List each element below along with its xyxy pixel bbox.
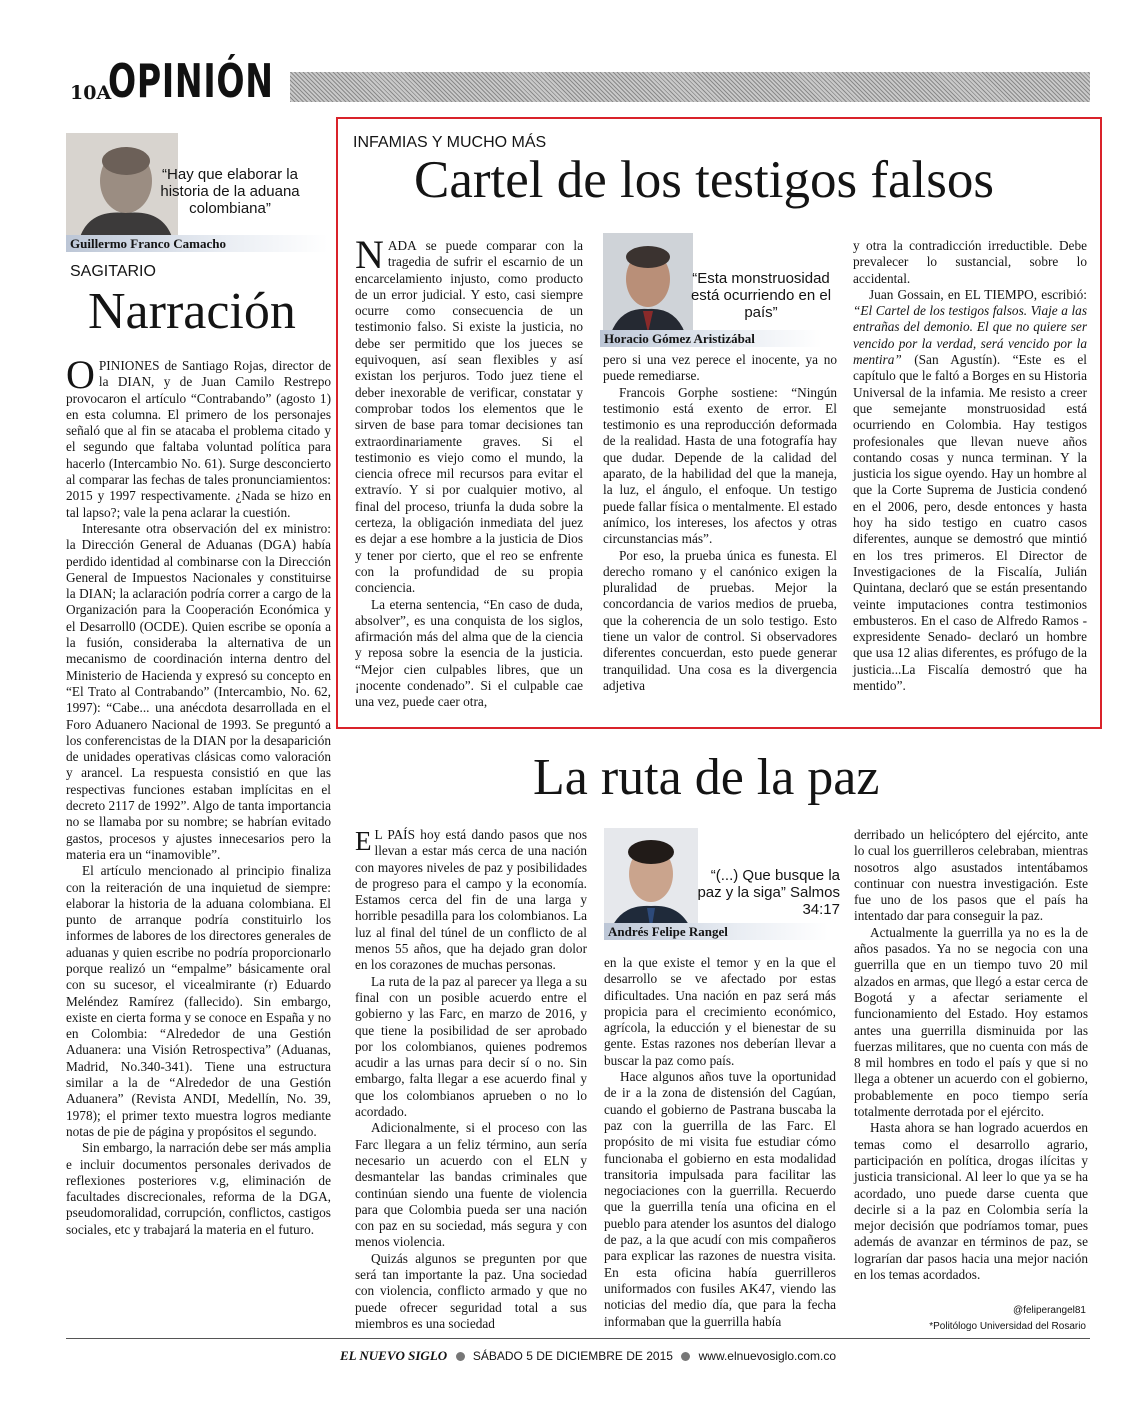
article-title-paz: La ruta de la paz: [533, 749, 880, 806]
author-bio: *Politólogo Universidad del Rosario: [929, 1321, 1086, 1332]
author-handle: @feliperangel81: [1013, 1305, 1086, 1316]
header-pattern-bar: [290, 72, 1090, 102]
article-title-cartel: Cartel de los testigos falsos: [414, 151, 994, 209]
author-photo-rangel: [604, 828, 698, 932]
pull-quote-rangel: “(...) Que busque la paz y la siga” Salmos 34:17: [697, 867, 840, 918]
footer-url[interactable]: www.elnuevosiglo.com.co: [698, 1349, 837, 1363]
narracion-body: OPINIONES de Santiago Rojas, director de la DIAN, y de Juan Camilo Restrepo provocaron el artículo “Contrabando” (agosto 1) en esta columna. El primero de los personajes señaló que al fin se atacaba el problema citado y el segundo que faltaba voluntad política para hacerlo (Intercambio No. 61). Surge desconcierto al comparar las fechas de tales pronunciamientos: 2015 y 1997 respectivamente. ¿Nada se hizo en tal lapso?; vale la pena aclarar la cuestión. Interesante otra observación del ex ministro: la Dirección General de Aduanas (DGA) había perdido identidad al combinarse con la Dirección General de Impuestos Nacionales y constituirse la DIAN; la aclaración podría correr a cargo de la Organización para la Cooperación Económica y el Desarroll0 (OCDE). Quien escribe se oponía a la fusión, consideraba la alternativa de un mecanismo de coordinación interna dentro del Ministerio de Hacienda y expresó su concepto en “El Trato al Contrabando” (Intercambio, No. 62, 1997): “Cabe... una anécdota desarrollada en el Foro Aduanero Nacional de 1993. Se preguntó a los conferencistas de la DIAN por la desaparición de unidades operativas clásicas como valoración y arancel. La respuesta consistió en que las respectivas funciones estaban implícitas en el decreto 2117 de 1992”. Algo de tanta importancia no se llamaba por su nombre; se habrían evitado gastos, procesos y ajustes innecesarios pero la materia era un “inamovible”. El artículo mencionado al principio finaliza con la reiteración de una inquietud de siempre: elaborar la historia de la aduana colombiana. El punto de arranque podría constituirlo los informes de labores de los directores generales de aduanas y quien escribe no podría proporcionarlo porque realizó un “empalme” básicamente oral con su sucesor, el vicealmirante (r) Eduardo Meléndez Ramírez (fallecido). Sin embargo, existe en cierta forma y se conoce en España y no en Colombia: “Alrededor de una Gestión Aduanera: una Visión Retrospectiva” (Aduanas, Madrid, No.340-341). Tiene una estructura similar a la de “Alrededor de una Gestión Aduanera” (Revista ANDI, Medellín, No. 39, 1978); el primer texto muestra logros mediante notas de pie de página y propósitos el segundo. Sin embargo, la narración debe ser más amplia e incluir documentos personales derivados de reflexiones posteriores v.g, eliminación de facultades discrecionales, reforma de la DGA, pseudomoralidad, corrupción, conflictos, castigos sociales, etc y trabajará la materia en el futuro.: [66, 352, 331, 1237]
footer-date: SÁBADO 5 DE DICIEMBRE DE 2015: [472, 1349, 673, 1363]
footer-dot-icon: [681, 1352, 690, 1361]
article-kicker: INFAMIAS Y MUCHO MÁS: [353, 134, 547, 151]
paz-col2: en la que existe el temor y en la que el desarrollo se ve afectado por estas dificultades. Una nación en paz será más propicia para el crecimiento económico, agrícola, la educción y el bienestar de su gente. Estas razones nos deberían llevar a buscar la paz como país. Hace algunos años tuve la oportunidad de ir a la zona de distensión del Cagúan, cuando el gobierno de Pastrana buscaba la paz con la guerrilla de las Farc. El propósito de mi visita fue estudiar cómo funcionaba el gobierno en esta modalidad transitoria impulsada para facilitar las negociaciones con la guerrilla. Recuerdo que la guerrilla tenía una oficina en el pueblo para atender los asuntos del dialogo de paz, a la que acudí con mis compañeros para explicar las razones de nuestra visita. En esta oficina había guerrilleros uniformados con fusiles AK47, viendo las noticias del medio día, que para la fecha informaban que la guerrilla había: [604, 955, 836, 1329]
footer-rule: [66, 1338, 1090, 1339]
author-name-franco: Guillermo Franco Camacho: [66, 235, 328, 252]
cartel-col1: NADA se puede comparar con la tragedia de sufrir el escarnio de un encarcelamiento injusto, como producto de un error judicial. Y esto, casi siempre ocurre como consecuencia de un testimonio falso. Si existe la justicia, no debe ser permitido que los jueces se equivoquen, así sean flexibles y así existan los perjuros. Todo juez tiene el deber inexorable de verificar, constatar y comprobar todos los elementos que le sirven de base para tomar decisiones tan extraordinariamente graves. Si el testimonio es viejo como el mundo, la ciencia ofrece mil recursos para evitar el extravío. Y si por cualquier motivo, al final del proceso, triunfa la duda sobre la certeza, la obligación inmediata del juez es dejar a ese hombre a la justicia de Dios y tener por cierto, que el reo se enfrente con la profundidad de su propia conciencia. La eterna sentencia, “En caso de duda, absolver”, es una conquista de los siglos, afirmación más del alma que de la ciencia y reposa sobre la esencia de la justicia. “Mejor cien culpables libres, que un ¡nocente condenado”. Si el culpable cae una vez, puede caer otra,: [355, 232, 583, 710]
footer-brand: EL NUEVO SIGLO: [340, 1348, 448, 1363]
footer-dot-icon: [456, 1352, 465, 1361]
cartel-col3: y otra la contradicción irreductible. Debe prevalecer lo sustancial, sobre lo accidental. Juan Gossain, en EL TIEMPO, escribió: “El Cartel de los testigos falsos. Viaje a las entrañas del demonio. El que no quiere ser vencido por la verdad, será vencido por la mentira” (San Agustín). “Este es el capítulo que le faltó a Borges en su Historia Universal de la infamia. Me resisto a creer que semejante monstruosidad está ocurriendo en Colombia. Hay testigos profesionales que llevan nueve años contando cosas y nunca terminan. Y la justicia los sigue oyendo. Hay un hombre al que la Corte Suprema de Justicia condenó en el 2006, pero, desde entonces y hasta hoy ha sido testigo en cuatro casos diferentes, aunque se demostró que mintió en los tres primeros. El Director de Investigaciones de la Fiscalía, Julián Quintana, declaró que se están presentando veinte imputaciones contra testimonios embusteros. En el caso de Alfredo Ramos -expresidente Senado- declaró un hombre que usa 12 alias diferentes, es prófugo de la justicia...La Fiscalía demostró que ha mentido”.: [853, 238, 1087, 694]
page-number: 10A: [70, 82, 112, 104]
author-photo-gomez: [603, 233, 693, 333]
author-name-rangel: Andrés Felipe Rangel: [604, 923, 828, 940]
column-kicker: SAGITARIO: [70, 263, 156, 280]
author-name-gomez: Horacio Gómez Aristizábal: [600, 330, 822, 347]
pull-quote-gomez: “Esta monstruosidad está ocurriendo en el país”: [690, 270, 832, 321]
cartel-col2: pero si una vez perece el inocente, ya no puede remediarse. Francois Gorphe sostiene: “Ningún testimonio está exento de error. El testimonio es una reproducción deformada de la realidad. Hasta de una fotografía hay que dudar. Depende de la calidad del aparato, de la habilidad del que la maneja, la luz, el ángulo, el enfoque. Un testigo puede fallar física o mentalmente. El estado anímico, los intereses, los afectos y otras circunstancias más”. Por eso, la prueba única es funesta. El derecho romano y el canónico exigen la pluralidad de pruebas. Mejor la concordancia de varios medios de prueba, que la coherencia de un solo testigo. Esto tiene un valor de control. Si observadores diferentes concuerdan, esto puede generar tranquilidad. Una cosa es la divergencia adjetiva: [603, 352, 837, 693]
paz-col1: E L PAÍS hoy está dando pasos que nos llevan a estar más cerca de una nación con mayores niveles de paz y posibilidades de progreso para el campo y la economía. Estamos cerca del fin de una larga y horrible pesadilla para los colombianos. La luz al final del túnel de un conflicto de al menos 55 años, que ha dejado gran dolor en los corazones de muchas personas. La ruta de la paz al parecer ya llega a su final con un posible acuerdo entre el gobierno y las Farc, en marzo de 2016, y que tiene la posibilidad de ser aprobado por los colombianos, quienes podremos acudir a las urnas para decir sí o no. Sin embargo, falta llegar a ese acuerdo final y que los colombianos aprueben o no lo acordado. Adicionalmente, si el proceso con las Farc llegara a un feliz término, aun sería necesario un acuerdo con el ELN y desmantelar las bandas criminales que continúan siendo una fuente de violencia para que Colombia pueda ser una nación con paz en su sociedad, más segura y con menos violencia. Quizás algunos se pregunten por que será tan importante la paz. Una sociedad con violencia, conflicto armado y que no puede ofrecer seguridad total a sus miembros es una sociedad: [355, 826, 587, 1331]
column-title-narracion: Narración: [88, 283, 296, 340]
paz-col3: derribado un helicóptero del ejército, ante lo cual los guerrilleros celebraban, mientras nosotros algo asustados intentábamos continuar con nuestra investigación. Este fue uno de los pasos que el país ha intentado dar para conseguir la paz. Actualmente la guerrilla ya no es la de años pasados. Ya no se negocia con una guerrilla que en un tiempo tuvo 20 mil alzados en armas, que llegó a estar cerca de Bogotá y a afectar seriamente el funcionamiento del Estado. Hoy estamos antes una guerrilla disminuida por las fuerzas militares, que no cuenta con más de 8 mil hombres en todo el país y que si no llega a obtener un acuerdo con el gobierno, probablemente en poco tiempo sería totalmente derrotada por el ejército. Hasta ahora se han logrado acuerdos en temas como el desarrollo agrario, participación en política, drogas ilícitas y justicia transicional. Al leer lo que ya se ha acordado, uno puede darse cuenta que decirle si a la paz en Colombia sería la mejor decisión que podríamos tomar, pues además de avanzar en términos de paz, se lograrían dar pasos hacia una mejor nación en los temas acordados.: [854, 827, 1088, 1283]
dropcap-n: N: [355, 232, 384, 277]
section-title: OPINIÓN: [108, 54, 274, 108]
pull-quote-franco: “Hay que elaborar la historia de la aduana colombiana”: [160, 166, 300, 217]
dropcap-e: E: [355, 826, 372, 856]
footer: [340, 1348, 836, 1364]
dropcap-o: O: [66, 352, 95, 397]
